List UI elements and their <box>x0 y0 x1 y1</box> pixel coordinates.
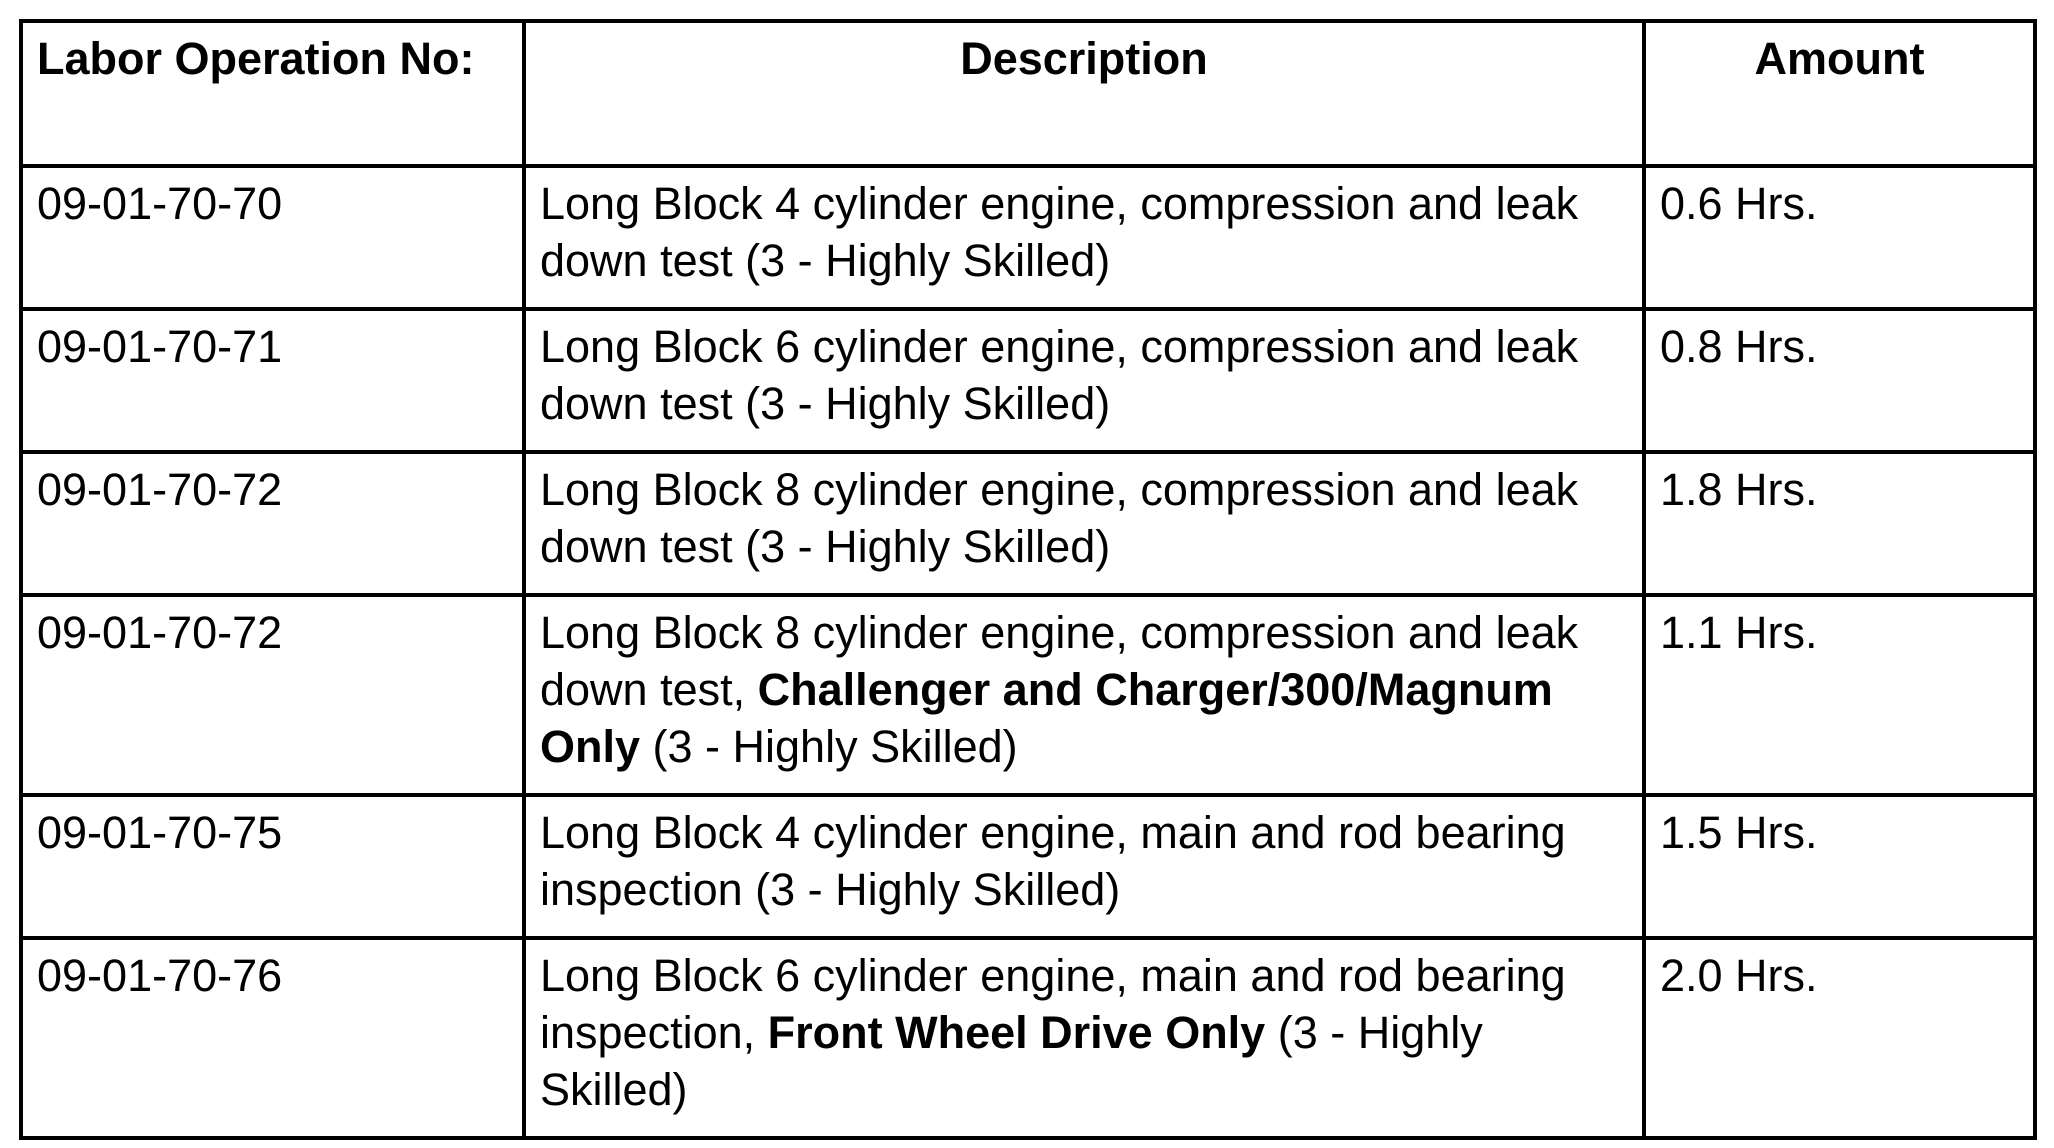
description-text-suffix: (3 - Highly Skilled) <box>540 1007 1483 1115</box>
table-row <box>21 938 2035 1138</box>
description-text-suffix: (3 - Highly Skilled) <box>640 721 1018 772</box>
description-cell <box>524 595 1644 795</box>
amount-cell: 0.8 Hrs. <box>1644 309 2035 452</box>
description-cell <box>524 795 1644 938</box>
header-row <box>21 21 2035 166</box>
description-bold-text: Front Wheel Drive Only <box>767 1007 1266 1058</box>
operation-number-cell: 09-01-70-76 <box>21 938 524 1138</box>
header-labor-operation-no: Labor Operation No: <box>21 21 524 166</box>
operation-number-cell: 09-01-70-71 <box>21 309 524 452</box>
table-row <box>21 595 2035 795</box>
amount-cell: 2.0 Hrs. <box>1644 938 2035 1138</box>
table-row <box>21 309 2035 452</box>
description-cell <box>524 938 1644 1138</box>
amount-cell: 1.5 Hrs. <box>1644 795 2035 938</box>
operation-number-cell: 09-01-70-72 <box>21 595 524 795</box>
description-text: Long Block 4 cylinder engine, main and rod bearing inspection (3 - Highly Skilled) <box>540 807 1566 915</box>
table-row <box>21 795 2035 938</box>
description-cell <box>524 166 1644 309</box>
header-description: Description <box>524 21 1644 166</box>
amount-cell: 1.8 Hrs. <box>1644 452 2035 595</box>
description-bold-text: Challenger and Charger/300/Magnum Only <box>540 664 1553 772</box>
amount-cell: 1.1 Hrs. <box>1644 595 2035 795</box>
description-cell <box>524 309 1644 452</box>
amount-cell: 0.6 Hrs. <box>1644 166 2035 309</box>
description-text: Long Block 4 cylinder engine, compression and leak down test (3 - Highly Skilled) <box>540 178 1579 286</box>
operation-number-cell: 09-01-70-72 <box>21 452 524 595</box>
description-cell <box>524 452 1644 595</box>
description-text: Long Block 6 cylinder engine, compression and leak down test (3 - Highly Skilled) <box>540 321 1579 429</box>
header-amount: Amount <box>1644 21 2035 166</box>
table-row <box>21 166 2035 309</box>
description-text: Long Block 8 cylinder engine, compression and leak down test, <box>540 607 1579 715</box>
labor-operations-table <box>19 19 2037 1140</box>
description-text: Long Block 6 cylinder engine, main and rod bearing inspection, <box>540 950 1566 1058</box>
operation-number-cell: 09-01-70-70 <box>21 166 524 309</box>
description-text: Long Block 8 cylinder engine, compression and leak down test (3 - Highly Skilled) <box>540 464 1579 572</box>
table-row <box>21 452 2035 595</box>
operation-number-cell: 09-01-70-75 <box>21 795 524 938</box>
